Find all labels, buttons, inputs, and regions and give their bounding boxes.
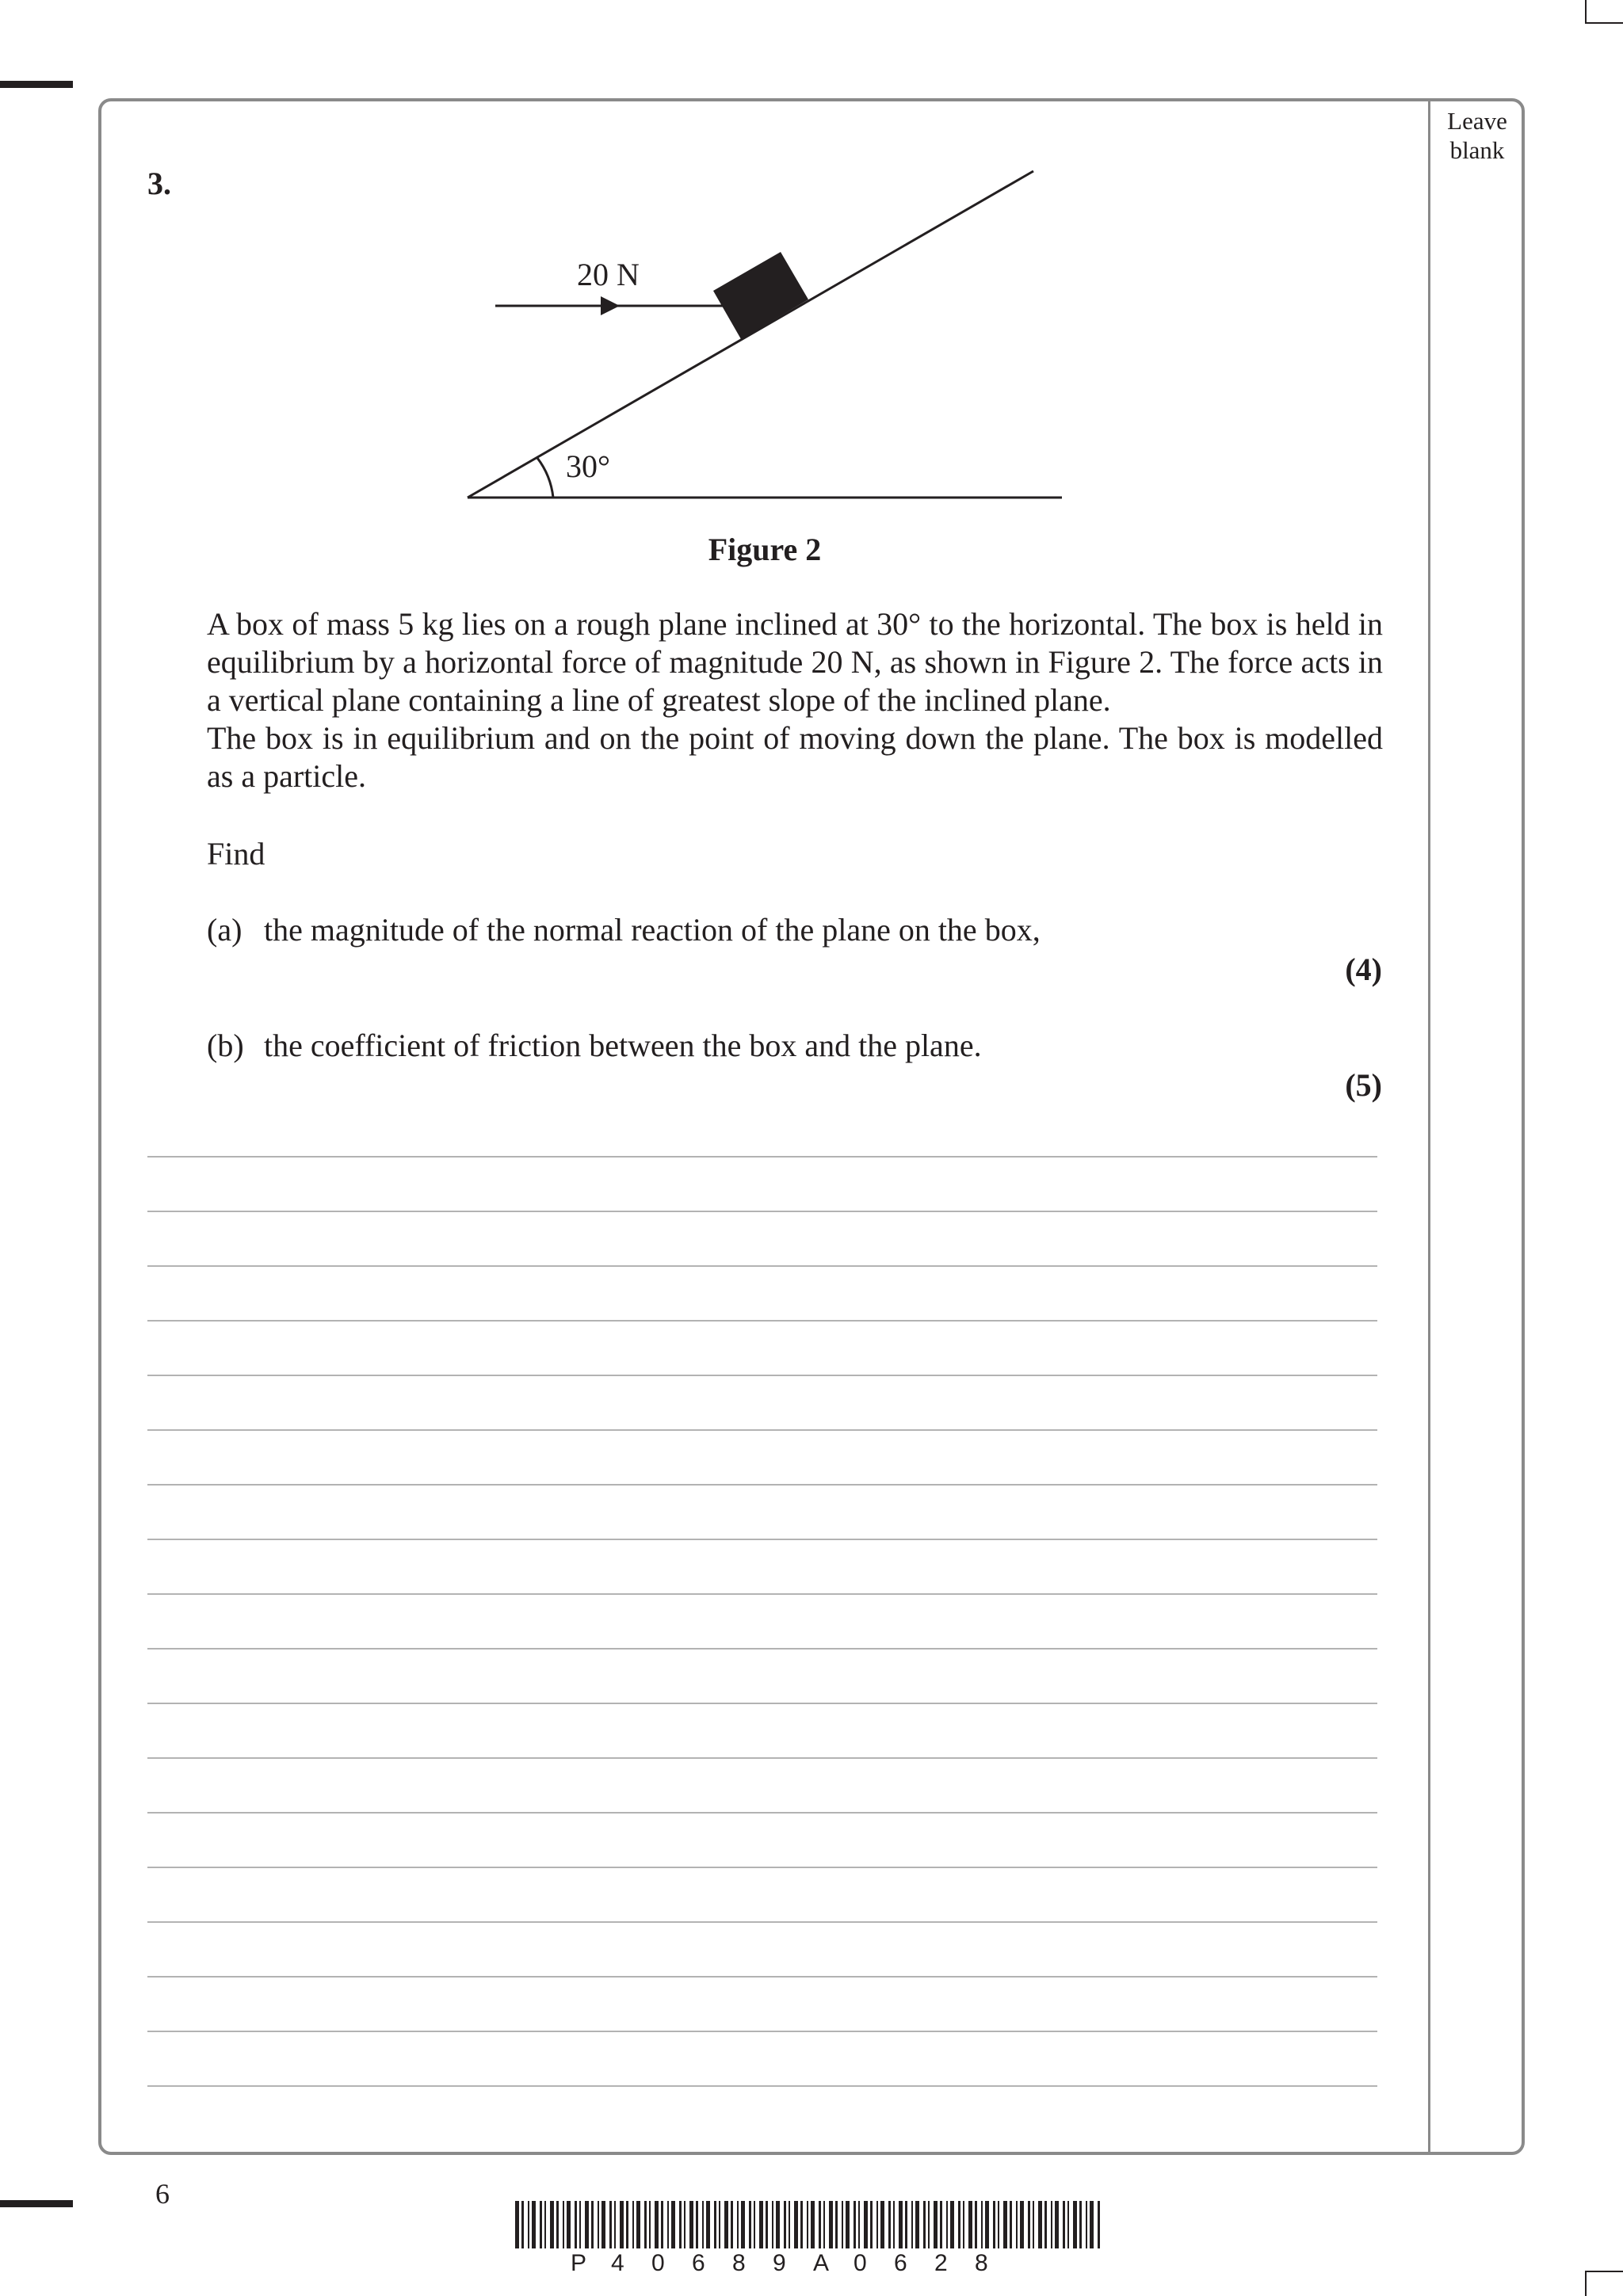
barcode-bar xyxy=(661,2201,663,2248)
answer-line xyxy=(147,1265,1377,1267)
question-paragraph-1: A box of mass 5 kg lies on a rough plane inclined at 30° to the horizontal. The box is held in equilibrium by a horizontal force of magnitude 20 N, as shown in Figure 2. The force acts in a vertical plane containing a line of greatest slope of the inclined plane. xyxy=(207,606,1383,718)
barcode-bar xyxy=(776,2201,780,2248)
barcode-text xyxy=(571,2250,1015,2277)
answer-line xyxy=(147,1812,1377,1814)
crop-mark-bottom-right-horizontal xyxy=(1585,2271,1623,2272)
barcode-bar xyxy=(649,2201,651,2248)
barcode-bar xyxy=(737,2201,739,2248)
barcode-bar xyxy=(749,2201,751,2248)
barcode-bar xyxy=(724,2201,728,2248)
barcode-bar xyxy=(550,2201,554,2248)
barcode-bar xyxy=(981,2201,983,2248)
angle-arc xyxy=(537,458,553,498)
barcode-bar xyxy=(934,2201,938,2248)
barcode-bar xyxy=(1020,2201,1024,2248)
barcode-char: 2 xyxy=(934,2250,948,2276)
barcode-bar xyxy=(719,2201,720,2248)
barcode-bar xyxy=(521,2201,524,2248)
barcode-bar xyxy=(579,2201,581,2248)
barcode-bar xyxy=(1073,2201,1077,2248)
answer-line xyxy=(147,2085,1377,2087)
angle-label: 30° xyxy=(566,448,610,484)
barcode-bar xyxy=(515,2201,519,2248)
barcode-bar xyxy=(632,2201,634,2248)
barcode-bar xyxy=(958,2201,960,2248)
part-b-marks: (5) xyxy=(1345,1067,1382,1103)
barcode-bar xyxy=(1055,2201,1059,2248)
barcode-bar xyxy=(772,2201,773,2248)
answer-line xyxy=(147,1867,1377,1868)
leave-blank-line-1: Leave xyxy=(1447,107,1507,135)
barcode-bar xyxy=(807,2201,808,2248)
barcode-bar xyxy=(759,2201,763,2248)
barcode-bar xyxy=(888,2201,891,2248)
answer-line xyxy=(147,1921,1377,1923)
barcode-bar xyxy=(1016,2201,1018,2248)
answer-line xyxy=(147,1593,1377,1595)
barcode-bar xyxy=(789,2201,790,2248)
barcode-bar xyxy=(946,2201,948,2248)
barcode-bar xyxy=(846,2201,850,2248)
answer-line xyxy=(147,1703,1377,1704)
barcode-bar xyxy=(532,2201,536,2248)
barcode-bar xyxy=(928,2201,930,2248)
barcode-bar xyxy=(811,2201,815,2248)
barcode-bar xyxy=(842,2201,843,2248)
part-a-text: the magnitude of the normal reaction of the plane on the box, xyxy=(264,912,1041,948)
barcode-bar xyxy=(940,2201,942,2248)
barcode-bar xyxy=(829,2201,833,2248)
barcode-char: 0 xyxy=(854,2250,867,2276)
barcode-char: P xyxy=(571,2250,587,2276)
barcode-bar xyxy=(950,2201,954,2248)
page-number: 6 xyxy=(155,2178,170,2210)
barcode-bar xyxy=(1063,2201,1065,2248)
barcode-bar xyxy=(998,2201,999,2248)
barcode-bar xyxy=(741,2201,745,2248)
question-number: 3. xyxy=(147,166,171,201)
registration-bar-bottom xyxy=(0,2200,73,2207)
barcode-bar xyxy=(1003,2201,1007,2248)
barcode-bar xyxy=(671,2201,675,2248)
crop-mark-bottom-right-vertical xyxy=(1585,2271,1587,2296)
barcode-bar xyxy=(575,2201,577,2248)
barcode-bar xyxy=(870,2201,873,2248)
barcode-bar xyxy=(556,2201,559,2248)
barcode-char: 6 xyxy=(692,2250,705,2276)
barcode-bar xyxy=(598,2201,599,2248)
barcode-bar xyxy=(1051,2201,1052,2248)
answer-line xyxy=(147,1539,1377,1540)
barcode-bar xyxy=(1033,2201,1034,2248)
barcode-bar xyxy=(689,2201,693,2248)
barcode-bar xyxy=(626,2201,628,2248)
answer-line xyxy=(147,1484,1377,1486)
barcode-bar xyxy=(905,2201,907,2248)
barcode-bar xyxy=(985,2201,989,2248)
barcode-bar xyxy=(1038,2201,1042,2248)
barcode-char: 8 xyxy=(975,2250,988,2276)
barcode-bar xyxy=(1090,2201,1094,2248)
barcode-bar xyxy=(706,2201,710,2248)
barcode-bar xyxy=(591,2201,594,2248)
barcode-bar xyxy=(609,2201,612,2248)
barcode-bar xyxy=(601,2201,605,2248)
barcode-char: 9 xyxy=(773,2250,786,2276)
answer-line xyxy=(147,1156,1377,1158)
find-instruction: Find xyxy=(207,836,265,871)
barcode-bar xyxy=(1010,2201,1012,2248)
part-b-text: the coefficient of friction between the box and the plane. xyxy=(264,1028,982,1063)
barcode-bar xyxy=(819,2201,821,2248)
part-a-marks: (4) xyxy=(1345,952,1382,987)
barcode-bar xyxy=(585,2201,589,2248)
answer-line xyxy=(147,1375,1377,1376)
barcode-char: 8 xyxy=(732,2250,746,2276)
question-paragraph-2: The box is in equilibrium and on the point of moving down the plane. The box is modelled as a particle. xyxy=(207,720,1383,794)
answer-line xyxy=(147,1211,1377,1212)
barcode-bar xyxy=(784,2201,786,2248)
barcode-bar xyxy=(854,2201,856,2248)
question-stem xyxy=(207,605,1383,795)
barcode-bar xyxy=(702,2201,704,2248)
part-b-label: (b) xyxy=(207,1028,244,1063)
barcode-bar xyxy=(544,2201,546,2248)
part-a-label: (a) xyxy=(207,912,242,948)
barcode-bar xyxy=(636,2201,640,2248)
barcode-bar xyxy=(893,2201,895,2248)
barcode-bar xyxy=(876,2201,878,2248)
barcode-bar xyxy=(540,2201,542,2248)
barcode-char: 6 xyxy=(894,2250,907,2276)
barcode-bar xyxy=(880,2201,884,2248)
barcode-bar xyxy=(968,2201,972,2248)
inclined-plane-line xyxy=(468,171,1033,498)
barcode-bar xyxy=(975,2201,977,2248)
barcode-bar xyxy=(1044,2201,1047,2248)
answer-line xyxy=(147,1320,1377,1322)
force-label: 20 N xyxy=(577,257,640,292)
box-block xyxy=(713,252,808,339)
barcode-bar xyxy=(667,2201,669,2248)
barcode-bar xyxy=(528,2201,529,2248)
barcode-bar xyxy=(1098,2201,1100,2248)
barcode-bar xyxy=(620,2201,624,2248)
inclined-plane-figure xyxy=(0,0,1623,555)
leave-blank-line-2: blank xyxy=(1449,136,1505,164)
barcode-bar xyxy=(823,2201,825,2248)
barcode-char: 4 xyxy=(611,2250,624,2276)
barcode-bar xyxy=(899,2201,903,2248)
barcode-bar xyxy=(800,2201,803,2248)
barcode-bar xyxy=(614,2201,616,2248)
barcode-bar xyxy=(563,2201,564,2248)
barcode-bar xyxy=(963,2201,964,2248)
barcode-bar xyxy=(1086,2201,1087,2248)
barcode-bar xyxy=(714,2201,716,2248)
barcode-char: 0 xyxy=(651,2250,665,2276)
barcode-bar xyxy=(1028,2201,1030,2248)
barcode-bar xyxy=(911,2201,913,2248)
barcode xyxy=(515,2201,1106,2248)
answer-line xyxy=(147,1976,1377,1978)
answer-line xyxy=(147,1648,1377,1650)
barcode-bar xyxy=(731,2201,733,2248)
figure-caption: Figure 2 xyxy=(708,532,822,567)
barcode-bar xyxy=(864,2201,868,2248)
answer-line xyxy=(147,2031,1377,2032)
barcode-bar xyxy=(858,2201,860,2248)
barcode-bar xyxy=(915,2201,919,2248)
barcode-bar xyxy=(766,2201,768,2248)
barcode-bar xyxy=(923,2201,926,2248)
barcode-bar xyxy=(993,2201,995,2248)
barcode-bar xyxy=(835,2201,838,2248)
barcode-bar xyxy=(794,2201,798,2248)
force-arrowhead xyxy=(601,296,620,315)
barcode-bar xyxy=(1079,2201,1082,2248)
barcode-bar xyxy=(655,2201,659,2248)
answer-line xyxy=(147,1429,1377,1431)
barcode-bar xyxy=(696,2201,698,2248)
barcode-bar xyxy=(644,2201,647,2248)
barcode-bar xyxy=(1067,2201,1069,2248)
barcode-bar xyxy=(567,2201,571,2248)
barcode-bar xyxy=(754,2201,755,2248)
answer-line xyxy=(147,1757,1377,1759)
barcode-char: A xyxy=(813,2250,830,2276)
barcode-bar xyxy=(679,2201,682,2248)
barcode-bar xyxy=(684,2201,685,2248)
